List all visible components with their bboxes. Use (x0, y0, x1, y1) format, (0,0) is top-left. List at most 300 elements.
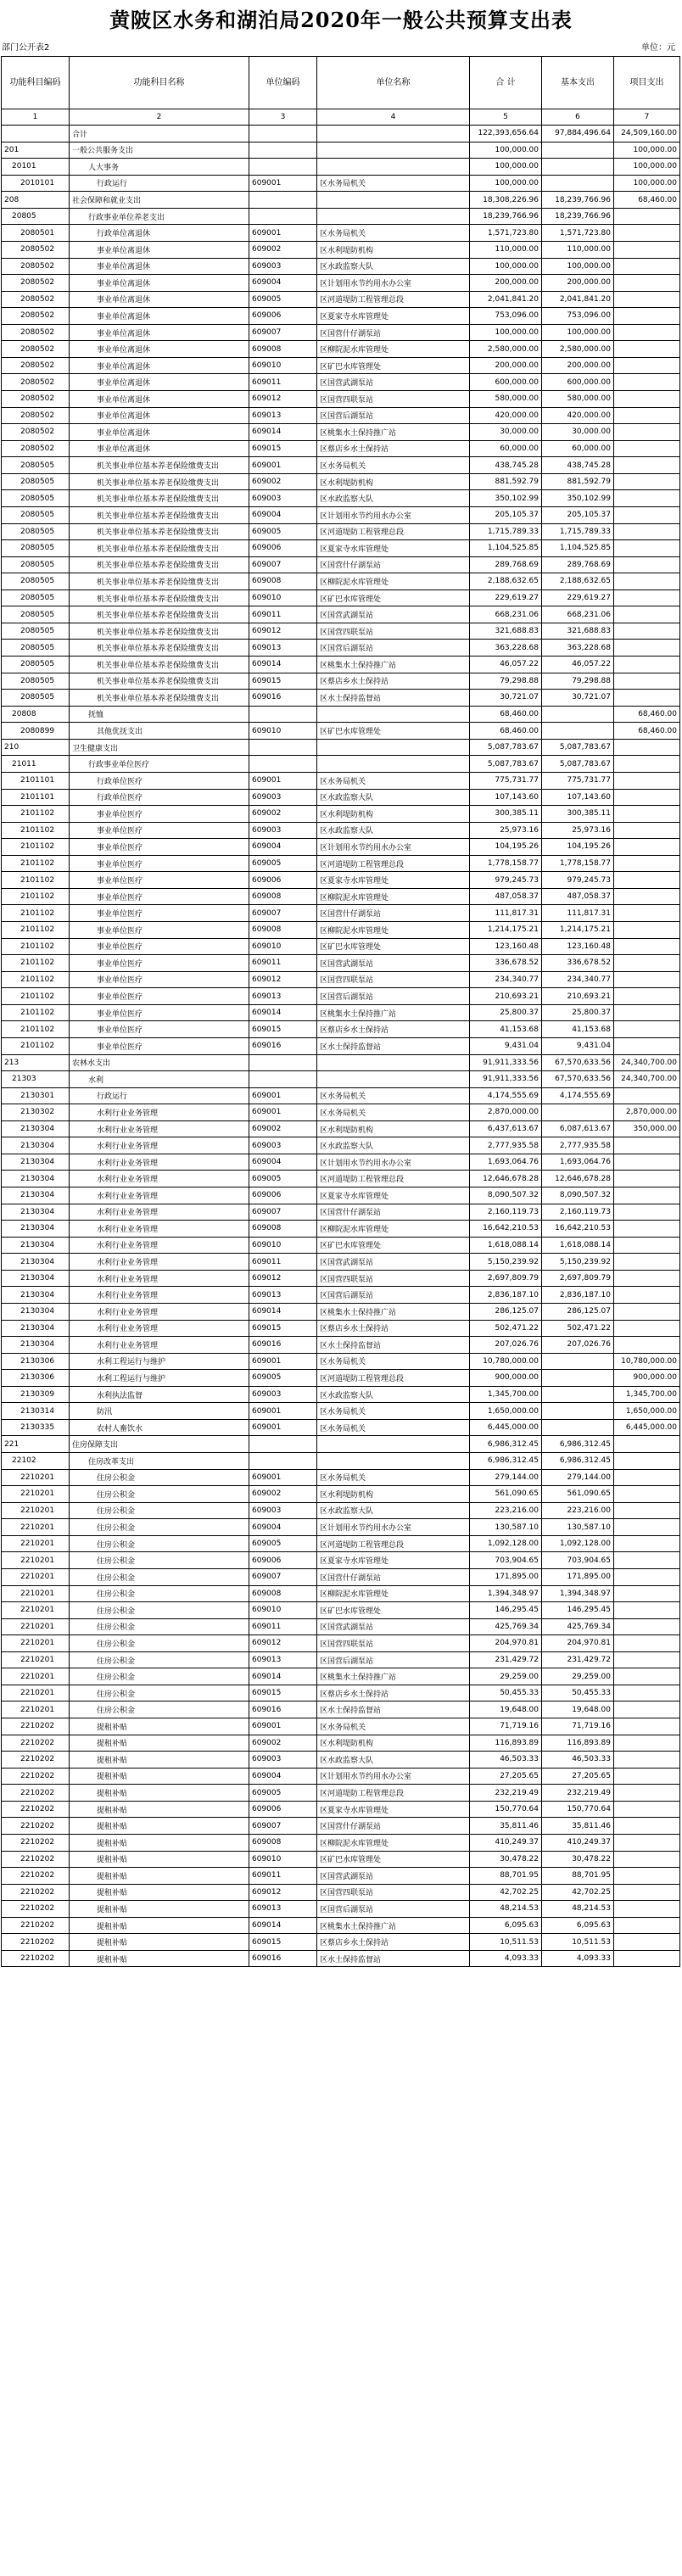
col-number: 3 (249, 109, 317, 126)
cell-total: 19,648.00 (470, 1702, 542, 1718)
cell-total: 110,000.00 (470, 241, 542, 258)
cell-code: 2080502 (2, 324, 70, 341)
cell-basic: 30,478.22 (542, 1851, 614, 1868)
cell-code: 2130304 (2, 1237, 70, 1254)
cell-project (614, 1337, 680, 1354)
cell-unit-name: 区国营后湖泵站 (317, 407, 470, 424)
cell-total: 2,777,935.58 (470, 1137, 542, 1154)
cell-total: 30,000.00 (470, 424, 542, 441)
cell-code: 2210202 (2, 1735, 70, 1752)
table-row (2, 424, 680, 441)
cell-unit-code: 609015 (249, 440, 317, 457)
cell-unit-code: 609005 (249, 1370, 317, 1387)
table-row (2, 640, 680, 657)
table-row (2, 175, 680, 192)
cell-unit-name: 区河道堤防工程管理总段 (317, 1535, 470, 1552)
cell-unit-code (249, 706, 317, 723)
cell-code: 2210202 (2, 1752, 70, 1769)
cell-unit-code: 609014 (249, 657, 317, 673)
cell-basic: 110,000.00 (542, 241, 614, 258)
cell-name: 住房公积金 (70, 1585, 249, 1602)
cell-unit-name: 区计划用水节约用水办公室 (317, 506, 470, 523)
cell-code: 2210202 (2, 1884, 70, 1901)
cell-project (614, 1254, 680, 1271)
table-row (2, 308, 680, 325)
cell-name: 水利行业业务管理 (70, 1154, 249, 1171)
cell-unit-code: 609001 (249, 1419, 317, 1436)
cell-unit-code: 609006 (249, 540, 317, 557)
cell-total: 100,000.00 (470, 175, 542, 192)
cell-name: 水利行业业务管理 (70, 1237, 249, 1254)
cell-basic: 16,642,210.53 (542, 1221, 614, 1238)
cell-project (614, 341, 680, 358)
cell-name: 事业单位离退休 (70, 324, 249, 341)
cell-basic: 19,648.00 (542, 1702, 614, 1718)
cell-name: 机关事业单位基本养老保险缴费支出 (70, 623, 249, 640)
cell-project (614, 357, 680, 374)
table-row (2, 1436, 680, 1453)
table-row (2, 341, 680, 358)
cell-project (614, 241, 680, 258)
cell-code: 2101102 (2, 822, 70, 839)
table-row (2, 1735, 680, 1752)
cell-basic: 1,214,175.21 (542, 922, 614, 939)
cell-total: 223,216.00 (470, 1502, 542, 1519)
cell-total: 100,000.00 (470, 324, 542, 341)
cell-unit-code: 609016 (249, 1950, 317, 1967)
cell-code: 2010101 (2, 175, 70, 192)
cell-basic: 231,429.72 (542, 1651, 614, 1668)
cell-project (614, 1037, 680, 1054)
cell-project (614, 556, 680, 573)
cell-unit-code: 609004 (249, 839, 317, 856)
cell-total: 71,719.16 (470, 1718, 542, 1735)
cell-total: 88,701.95 (470, 1868, 542, 1885)
cell-name: 提租补贴 (70, 1950, 249, 1967)
cell-code: 2080502 (2, 374, 70, 391)
cell-name: 事业单位医疗 (70, 822, 249, 839)
table-row (2, 490, 680, 507)
cell-code: 2080505 (2, 523, 70, 540)
cell-total: 100,000.00 (470, 159, 542, 176)
cell-total: 1,618,088.14 (470, 1237, 542, 1254)
cell-unit-name: 区夏家寺水库管理处 (317, 308, 470, 325)
cell-unit-code: 609011 (249, 1868, 317, 1885)
table-row (2, 457, 680, 474)
cell-project (614, 606, 680, 623)
cell-name: 行政运行 (70, 175, 249, 192)
cell-name: 住房公积金 (70, 1702, 249, 1718)
cell-unit-name: 区河道堤防工程管理总段 (317, 1171, 470, 1187)
cell-unit-code: 609010 (249, 723, 317, 740)
cell-name: 水利行业业务管理 (70, 1204, 249, 1221)
cell-project (614, 1568, 680, 1585)
cell-total: 487,058.37 (470, 888, 542, 905)
cell-unit-code: 609011 (249, 955, 317, 972)
col-number: 4 (317, 109, 470, 126)
cell-total: 1,778,158.77 (470, 855, 542, 872)
cell-basic: 27,205.65 (542, 1768, 614, 1785)
cell-basic: 321,688.83 (542, 623, 614, 640)
cell-total: 41,153.68 (470, 1021, 542, 1038)
cell-code: 2101102 (2, 1021, 70, 1038)
cell-name: 事业单位医疗 (70, 1004, 249, 1021)
cell-unit-name: 区水利堤防机构 (317, 1120, 470, 1137)
cell-unit-name: 区蔡店乡水土保持站 (317, 1934, 470, 1951)
cell-unit-name (317, 159, 470, 176)
cell-unit-name: 区夏家寺水库管理处 (317, 540, 470, 557)
cell-project (614, 407, 680, 424)
cell-project: 1,345,700.00 (614, 1386, 680, 1403)
table-row (2, 1237, 680, 1254)
cell-total: 229,619.27 (470, 590, 542, 606)
cell-name: 事业单位离退休 (70, 258, 249, 275)
cell-total: 150,770.64 (470, 1801, 542, 1818)
cell-code: 2210201 (2, 1651, 70, 1668)
table-row (2, 1120, 680, 1137)
table-row (2, 225, 680, 242)
cell-project (614, 872, 680, 889)
cell-total: 100,000.00 (470, 258, 542, 275)
cell-name: 水利行业业务管理 (70, 1287, 249, 1304)
table-row (2, 1054, 680, 1071)
cell-code: 2210201 (2, 1469, 70, 1486)
cell-unit-code: 609010 (249, 357, 317, 374)
cell-total: 30,721.07 (470, 690, 542, 707)
table-row (2, 1154, 680, 1171)
cell-name: 住房公积金 (70, 1535, 249, 1552)
table-row (2, 159, 680, 176)
table-row (2, 1851, 680, 1868)
cell-project (614, 1834, 680, 1851)
cell-unit-name: 区国营四联泵站 (317, 623, 470, 640)
cell-basic (542, 1419, 614, 1436)
cell-name: 事业单位医疗 (70, 971, 249, 988)
cell-code: 2101102 (2, 905, 70, 922)
cell-total: 107,143.60 (470, 789, 542, 806)
cell-unit-name: 区计划用水节约用水办公室 (317, 1154, 470, 1171)
cell-project: 350,000.00 (614, 1120, 680, 1137)
cell-code: 2130302 (2, 1104, 70, 1121)
cell-project (614, 1519, 680, 1536)
cell-project (614, 506, 680, 523)
cell-unit-code: 609011 (249, 1254, 317, 1271)
cell-unit-name: 区矿巴水库管理处 (317, 723, 470, 740)
cell-unit-code: 609013 (249, 640, 317, 657)
cell-unit-code: 609001 (249, 1104, 317, 1121)
table-row (2, 739, 680, 756)
cell-name: 机关事业单位基本养老保险缴费支出 (70, 473, 249, 490)
cell-total: 25,973.16 (470, 822, 542, 839)
header-name: 功能科目名称 (70, 57, 249, 109)
cell-code: 2210201 (2, 1486, 70, 1503)
cell-basic: 111,817.31 (542, 905, 614, 922)
cell-name: 事业单位医疗 (70, 806, 249, 823)
cell-total: 1,650,000.00 (470, 1403, 542, 1420)
cell-unit-code: 609007 (249, 1818, 317, 1835)
cell-project: 1,650,000.00 (614, 1403, 680, 1420)
cell-basic: 18,239,766.96 (542, 208, 614, 225)
cell-code: 2210201 (2, 1635, 70, 1652)
cell-basic: 881,592.79 (542, 473, 614, 490)
cell-total: 8,090,507.32 (470, 1187, 542, 1204)
cell-total: 289,768.69 (470, 556, 542, 573)
cell-project (614, 1635, 680, 1652)
cell-unit-code: 609007 (249, 905, 317, 922)
cell-total: 12,646,678.28 (470, 1171, 542, 1187)
cell-unit-name: 区水政监察大队 (317, 789, 470, 806)
table-row (2, 1453, 680, 1470)
cell-code: 2080502 (2, 341, 70, 358)
cell-basic (542, 142, 614, 159)
table-row (2, 357, 680, 374)
cell-code: 2080505 (2, 556, 70, 573)
cell-total: 1,571,723.80 (470, 225, 542, 242)
table-row (2, 723, 680, 740)
cell-code: 2101102 (2, 888, 70, 905)
cell-total: 232,219.49 (470, 1785, 542, 1802)
cell-unit-code: 609015 (249, 1021, 317, 1038)
cell-basic: 6,095.63 (542, 1917, 614, 1934)
cell-project (614, 1469, 680, 1486)
cell-code: 2210201 (2, 1685, 70, 1702)
cell-total: 6,095.63 (470, 1917, 542, 1934)
table-row (2, 1204, 680, 1221)
header-row (2, 57, 680, 109)
cell-project (614, 1702, 680, 1718)
cell-basic: 79,298.88 (542, 673, 614, 690)
cell-project (614, 905, 680, 922)
table-row (2, 208, 680, 225)
cell-basic: 223,216.00 (542, 1502, 614, 1519)
cell-unit-code: 609013 (249, 1901, 317, 1918)
cell-unit-name: 区国营武湖泵站 (317, 606, 470, 623)
table-row (2, 1021, 680, 1038)
cell-name: 提租补贴 (70, 1834, 249, 1851)
cell-total: 1,104,525.85 (470, 540, 542, 557)
cell-code: 2210201 (2, 1602, 70, 1619)
cell-project (614, 855, 680, 872)
cell-basic: 286,125.07 (542, 1303, 614, 1320)
cell-code: 2101102 (2, 971, 70, 988)
cell-code: 2080899 (2, 723, 70, 740)
cell-total: 1,214,175.21 (470, 922, 542, 939)
cell-name: 机关事业单位基本养老保险缴费支出 (70, 490, 249, 507)
cell-project (614, 690, 680, 707)
cell-unit-name (317, 1054, 470, 1071)
cell-unit-code (249, 192, 317, 209)
cell-code: 2101102 (2, 955, 70, 972)
cell-name: 事业单位离退休 (70, 357, 249, 374)
cell-basic: 8,090,507.32 (542, 1187, 614, 1204)
cell-total: 116,893.89 (470, 1735, 542, 1752)
cell-unit-name: 区国营四联泵站 (317, 971, 470, 988)
cell-name: 事业单位离退休 (70, 391, 249, 408)
table-row (2, 556, 680, 573)
table-row (2, 1171, 680, 1187)
cell-unit-code: 609002 (249, 473, 317, 490)
cell-unit-code: 609010 (249, 1602, 317, 1619)
cell-project (614, 1187, 680, 1204)
cell-name: 机关事业单位基本养老保险缴费支出 (70, 540, 249, 557)
cell-code: 2210201 (2, 1535, 70, 1552)
cell-name: 事业单位离退休 (70, 407, 249, 424)
table-row (2, 1187, 680, 1204)
cell-unit-name: 区国营什仔湖泵站 (317, 1818, 470, 1835)
unit-label: 单位：元 (641, 43, 675, 53)
table-row (2, 1668, 680, 1685)
cell-total: 27,205.65 (470, 1768, 542, 1785)
cell-name: 提租补贴 (70, 1884, 249, 1901)
table-row (2, 1386, 680, 1403)
table-row (2, 1768, 680, 1785)
cell-basic: 502,471.22 (542, 1320, 614, 1337)
cell-unit-code: 609001 (249, 1353, 317, 1370)
cell-project (614, 789, 680, 806)
cell-unit-code: 609001 (249, 1403, 317, 1420)
cell-name: 住房公积金 (70, 1519, 249, 1536)
cell-name: 住房公积金 (70, 1552, 249, 1569)
cell-total: 48,214.53 (470, 1901, 542, 1918)
cell-unit-name: 区国营四联泵站 (317, 1884, 470, 1901)
cell-project (614, 1685, 680, 1702)
cell-code: 2101102 (2, 1037, 70, 1054)
cell-basic: 410,249.37 (542, 1834, 614, 1851)
cell-code: 21011 (2, 756, 70, 773)
cell-basic: 210,693.21 (542, 988, 614, 1005)
cell-project (614, 1021, 680, 1038)
table-row (2, 1884, 680, 1901)
cell-unit-name: 区水政监察大队 (317, 258, 470, 275)
cell-unit-name: 区水务局机关 (317, 1087, 470, 1104)
cell-unit-name: 区河道堤防工程管理总段 (317, 523, 470, 540)
cell-unit-code: 609004 (249, 1768, 317, 1785)
cell-unit-name: 区夏家寺水库管理处 (317, 1552, 470, 1569)
table-row (2, 1568, 680, 1585)
header-project: 项目支出 (614, 57, 680, 109)
cell-code: 2080505 (2, 606, 70, 623)
cell-unit-name: 区蔡店乡水土保持站 (317, 1320, 470, 1337)
cell-code: 2101102 (2, 1004, 70, 1021)
cell-total: 5,150,239.92 (470, 1254, 542, 1271)
cell-total: 600,000.00 (470, 374, 542, 391)
cell-unit-name: 区国营武湖泵站 (317, 1618, 470, 1635)
cell-code: 2210202 (2, 1768, 70, 1785)
cell-basic: 1,394,348.97 (542, 1585, 614, 1602)
cell-project (614, 1237, 680, 1254)
cell-unit-code: 609001 (249, 772, 317, 789)
cell-total: 200,000.00 (470, 275, 542, 292)
cell-unit-code: 609012 (249, 1884, 317, 1901)
cell-unit-name (317, 1453, 470, 1470)
cell-unit-name: 区国营武湖泵站 (317, 1868, 470, 1885)
cell-basic: 229,619.27 (542, 590, 614, 606)
cell-project (614, 657, 680, 673)
cell-unit-name: 区水土保持监督站 (317, 690, 470, 707)
cell-unit-name: 区矿巴水库管理处 (317, 590, 470, 606)
cell-project: 24,340,700.00 (614, 1054, 680, 1071)
cell-code: 2210201 (2, 1502, 70, 1519)
cell-total: 1,345,700.00 (470, 1386, 542, 1403)
cell-project (614, 988, 680, 1005)
cell-unit-code: 609007 (249, 324, 317, 341)
cell-unit-code: 609014 (249, 1668, 317, 1685)
cell-unit-name: 区计划用水节约用水办公室 (317, 1768, 470, 1785)
cell-unit-name: 区水务局机关 (317, 1403, 470, 1420)
cell-unit-name: 区河道堤防工程管理总段 (317, 1785, 470, 1802)
cell-basic: 200,000.00 (542, 275, 614, 292)
cell-basic: 4,174,555.69 (542, 1087, 614, 1104)
cell-project (614, 1270, 680, 1287)
cell-total: 104,195.26 (470, 839, 542, 856)
cell-total: 2,697,809.79 (470, 1270, 542, 1287)
cell-basic: 88,701.95 (542, 1868, 614, 1885)
table-row (2, 789, 680, 806)
cell-unit-code: 609005 (249, 1535, 317, 1552)
cell-total: 18,308,226.96 (470, 192, 542, 209)
cell-unit-code: 609014 (249, 424, 317, 441)
col-number: 2 (70, 109, 249, 126)
cell-name: 住房公积金 (70, 1685, 249, 1702)
cell-total: 5,087,783.67 (470, 756, 542, 773)
cell-unit-code: 609003 (249, 822, 317, 839)
cell-unit-name: 区国营四联泵站 (317, 391, 470, 408)
cell-basic: 1,693,064.76 (542, 1154, 614, 1171)
cell-unit-code: 609001 (249, 1087, 317, 1104)
table-row (2, 473, 680, 490)
cell-unit-code (249, 739, 317, 756)
cell-unit-code: 609016 (249, 1037, 317, 1054)
cell-code: 2130304 (2, 1303, 70, 1320)
cell-code: 2101101 (2, 789, 70, 806)
cell-unit-name (317, 192, 470, 209)
cell-total: 580,000.00 (470, 391, 542, 408)
cell-total: 200,000.00 (470, 357, 542, 374)
col-number: 6 (542, 109, 614, 126)
cell-code: 2101102 (2, 872, 70, 889)
cell-name: 水利行业业务管理 (70, 1221, 249, 1238)
cell-total: 25,800.37 (470, 1004, 542, 1021)
cell-code: 2080502 (2, 308, 70, 325)
cell-total: 146,295.45 (470, 1602, 542, 1619)
cell-unit-name: 区水政监察大队 (317, 822, 470, 839)
table-row (2, 690, 680, 707)
cell-name: 提租补贴 (70, 1801, 249, 1818)
cell-code: 2130304 (2, 1221, 70, 1238)
cell-name: 水利行业业务管理 (70, 1104, 249, 1121)
table-row (2, 407, 680, 424)
table-row (2, 855, 680, 872)
cell-project (614, 1752, 680, 1769)
cell-unit-name: 区夏家寺水库管理处 (317, 1187, 470, 1204)
cell-project (614, 839, 680, 856)
cell-project (614, 1818, 680, 1835)
cell-code: 2080502 (2, 440, 70, 457)
cell-unit-code: 609010 (249, 590, 317, 606)
cell-name: 提租补贴 (70, 1785, 249, 1802)
table-row (2, 1370, 680, 1387)
cell-basic: 30,000.00 (542, 424, 614, 441)
cell-unit-name: 区水利堤防机构 (317, 241, 470, 258)
table-row (2, 1519, 680, 1536)
cell-total: 6,437,613.67 (470, 1120, 542, 1137)
cell-name: 行政运行 (70, 1087, 249, 1104)
table-row (2, 1934, 680, 1951)
cell-code: 22102 (2, 1453, 70, 1470)
cell-unit-name: 区水土保持监督站 (317, 1702, 470, 1718)
table-row (2, 1004, 680, 1021)
cell-basic (542, 159, 614, 176)
